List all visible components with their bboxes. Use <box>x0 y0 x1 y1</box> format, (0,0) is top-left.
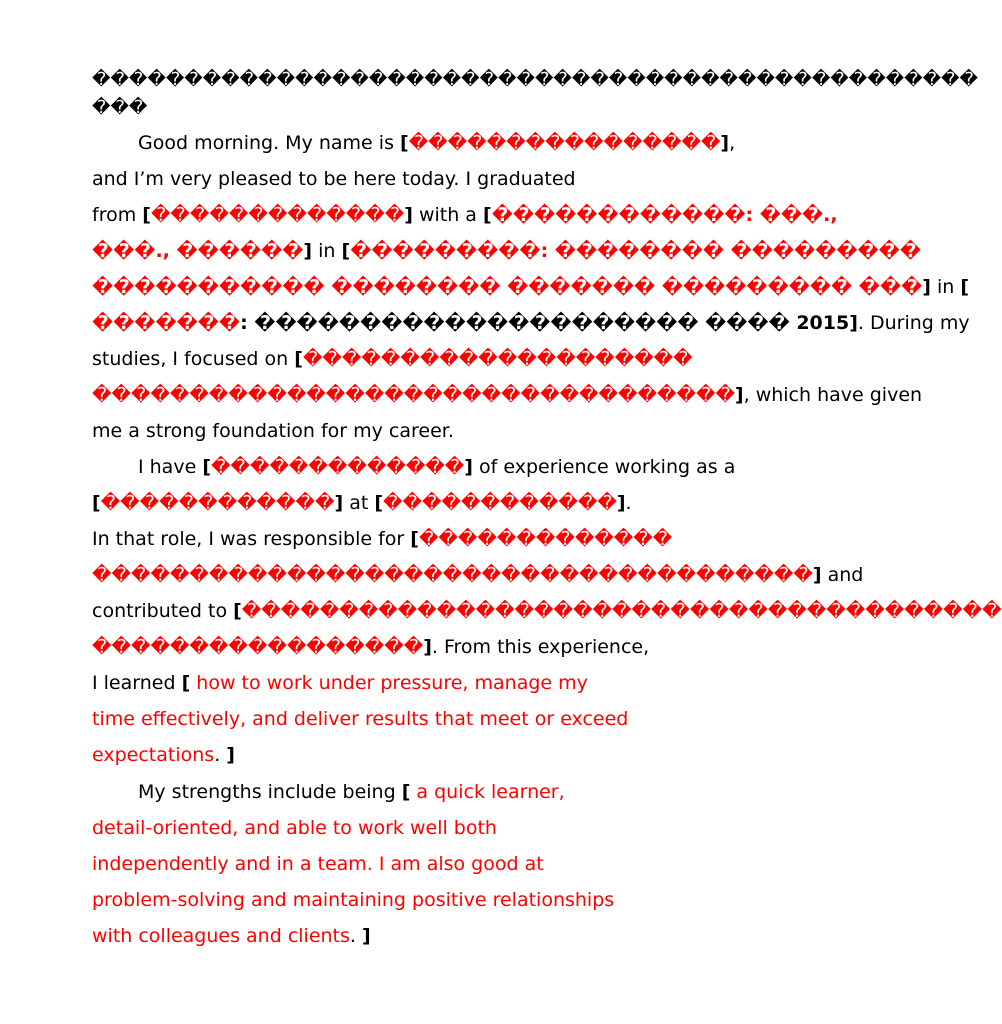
text-run: contributed to <box>92 600 234 622</box>
close-bracket: ] <box>423 636 432 658</box>
degree-placeholder: ���., ������ <box>92 240 304 262</box>
text-run: with a <box>412 204 483 226</box>
strengths-text: a quick learner, <box>410 781 565 803</box>
text-run: I have <box>138 456 203 478</box>
heading-text: ������������������������������������������������ <box>92 69 978 90</box>
p1-line-1 <box>138 125 735 161</box>
open-bracket: [ <box>401 781 411 803</box>
text-run: I learned <box>92 672 182 694</box>
p3-line-2 <box>92 810 497 846</box>
p2-line-5 <box>92 593 1002 629</box>
close-bracket: ] <box>734 384 744 406</box>
close-bracket: ] <box>226 744 235 766</box>
strengths-text: with colleagues and clients <box>92 925 350 947</box>
colon: : <box>240 312 255 334</box>
p2-line-1 <box>138 449 735 485</box>
open-bracket: [ <box>181 672 191 694</box>
open-bracket: [ <box>294 348 303 370</box>
p3-line-5 <box>92 918 371 954</box>
p1-line-7 <box>92 341 693 377</box>
text-run: In that role, I was responsible for <box>92 528 411 550</box>
p1-line-3 <box>92 197 838 233</box>
degree-placeholder: ������������: ���., <box>491 204 838 226</box>
close-bracket: ] <box>303 240 313 262</box>
p1-line-4 <box>92 233 921 269</box>
open-bracket: [ <box>92 492 101 514</box>
open-bracket: [ <box>410 528 419 550</box>
text-run: at <box>343 492 375 514</box>
learning-text: how to work under pressure, manage my <box>190 672 588 694</box>
year-placeholder: ������� <box>92 312 241 334</box>
text-run: . <box>214 744 227 766</box>
close-bracket: ] <box>464 456 473 478</box>
text-run: of experience working as a <box>472 456 736 478</box>
close-bracket: ] <box>616 492 626 514</box>
open-bracket: [ <box>233 600 242 622</box>
text-run: studies, I focused on <box>92 348 295 370</box>
p2-line-2 <box>92 485 632 521</box>
text-run: Good morning. My name is <box>138 132 401 154</box>
p1-line-8 <box>92 377 922 413</box>
strengths-text: independently and in a team. I am also good at <box>92 853 544 875</box>
major-placeholder: ���������: �������� ��������� <box>350 240 921 262</box>
text-run: and I’m very pleased to be here today. I graduated <box>92 168 576 190</box>
p2-line-3 <box>92 521 672 557</box>
p2-line-4 <box>92 557 863 593</box>
company-placeholder: ������������ <box>383 492 617 514</box>
close-bracket: ] <box>334 492 344 514</box>
text-run: . <box>349 925 363 947</box>
open-bracket: [ <box>374 492 384 514</box>
heading-line-2 <box>92 90 147 126</box>
close-bracket: ] <box>362 925 371 947</box>
name-placeholder: ���������������� <box>408 132 721 154</box>
learning-text: time effectively, and deliver results that meet or exceed <box>92 708 629 730</box>
open-bracket: [ <box>142 204 151 226</box>
text-run: , <box>729 132 736 154</box>
p3-line-4 <box>92 882 614 918</box>
text-run: My strengths include being <box>138 781 402 803</box>
heading-text: ��� <box>92 97 148 118</box>
major-placeholder: ����������� �������� ������� ��������� ��� <box>92 276 923 298</box>
studies-placeholder: ��������������������������������� <box>92 384 735 406</box>
open-bracket: [ <box>960 276 970 298</box>
p2-line-9 <box>92 737 235 773</box>
p3-line-1 <box>138 774 565 810</box>
text-run: in <box>930 276 961 298</box>
text-run: , which have given <box>743 384 923 406</box>
strengths-text: detail-oriented, and able to work well both <box>92 817 497 839</box>
job-title-placeholder: ������������ <box>100 492 335 514</box>
responsibility-placeholder: ������������������������������������� <box>92 564 813 586</box>
text-run: me a strong foundation for my career. <box>92 420 454 442</box>
contribution-placeholder: ��������������������������������������� <box>241 600 1002 622</box>
text-run: and <box>821 564 864 586</box>
text-run: from <box>92 204 143 226</box>
p1-line-9 <box>92 413 454 449</box>
experience-years-placeholder: ������������� <box>211 456 465 478</box>
p1-line-5 <box>92 269 969 305</box>
heading-line-1 <box>92 62 978 98</box>
p2-line-8 <box>92 701 628 737</box>
university-placeholder: ������������� <box>150 204 405 226</box>
p2-line-6 <box>92 629 649 665</box>
responsibility-placeholder: ������������� <box>418 528 673 550</box>
close-bracket: ] <box>922 276 931 298</box>
learning-text: expectations <box>92 744 215 766</box>
open-bracket: [ <box>483 204 492 226</box>
open-bracket: [ <box>202 456 211 478</box>
studies-placeholder: �������������������� <box>302 348 693 370</box>
contribution-placeholder: ����������������� <box>92 636 424 658</box>
strengths-text: problem-solving and maintaining positive relationships <box>92 889 615 911</box>
p2-line-7 <box>92 665 588 701</box>
text-run: . From this experience, <box>431 636 650 658</box>
close-bracket: ] <box>720 132 730 154</box>
text-run: . <box>625 492 632 514</box>
year-value: ��������������������� ���� 2015] <box>254 312 858 334</box>
open-bracket: [ <box>400 132 409 154</box>
p1-line-2 <box>92 161 576 197</box>
p3-line-3 <box>92 846 544 882</box>
text-run: in <box>312 240 342 262</box>
close-bracket: ] <box>404 204 413 226</box>
text-run: . During my <box>857 312 970 334</box>
open-bracket: [ <box>341 240 351 262</box>
close-bracket: ] <box>812 564 822 586</box>
p1-line-6 <box>92 305 970 341</box>
